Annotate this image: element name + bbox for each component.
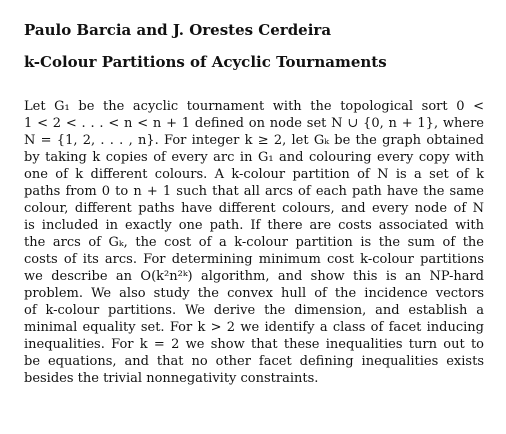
abstract-line: is included in exactly one path. If there are costs associated with bbox=[24, 218, 484, 233]
abstract-line: by taking k copies of every arc in G₁ and colouring every copy with bbox=[24, 150, 484, 165]
abstract-line: one of k different colours. A k-colour partition of N is a set of k bbox=[24, 167, 484, 182]
abstract-line: colour, different paths have different colours, and every node of N bbox=[24, 201, 484, 216]
paper-abstract bbox=[24, 98, 484, 387]
abstract-line: minimal equality set. For k > 2 we identify a class of facet inducing bbox=[24, 320, 484, 335]
abstract-line: inequalities. For k = 2 we show that these inequalities turn out to bbox=[24, 337, 484, 352]
abstract-line: be equations, and that no other facet defining inequalities exists bbox=[24, 354, 484, 369]
abstract-line: 1 < 2 < . . . < n < n + 1 defined on node set N ∪ {0, n + 1}, where bbox=[24, 116, 484, 131]
abstract-line: Let G₁ be the acyclic tournament with the topological sort 0 < bbox=[24, 99, 484, 114]
abstract-line: the arcs of Gₖ, the cost of a k-colour partition is the sum of the bbox=[24, 235, 484, 250]
abstract-line: besides the trivial nonnegativity constraints. bbox=[24, 371, 319, 386]
abstract-line: paths from 0 to n + 1 such that all arcs of each path have the same bbox=[24, 184, 484, 199]
paper-title: k-Colour Partitions of Acyclic Tournaments bbox=[24, 53, 387, 71]
abstract-line: problem. We also study the convex hull of the incidence vectors bbox=[24, 286, 484, 301]
paper-authors: Paulo Barcia and J. Orestes Cerdeira bbox=[24, 21, 332, 39]
abstract-line: we describe an O(k²n²ᵏ) algorithm, and show this is an NP-hard bbox=[24, 269, 484, 284]
paper-page bbox=[24, 20, 484, 387]
abstract-line: of k-colour partitions. We derive the dimension, and establish a bbox=[24, 303, 484, 318]
abstract-line: N = {1, 2, . . . , n}. For integer k ≥ 2, let Gₖ be the graph obtained bbox=[24, 133, 484, 148]
abstract-line: costs of its arcs. For determining minimum cost k-colour partitions bbox=[24, 252, 484, 267]
